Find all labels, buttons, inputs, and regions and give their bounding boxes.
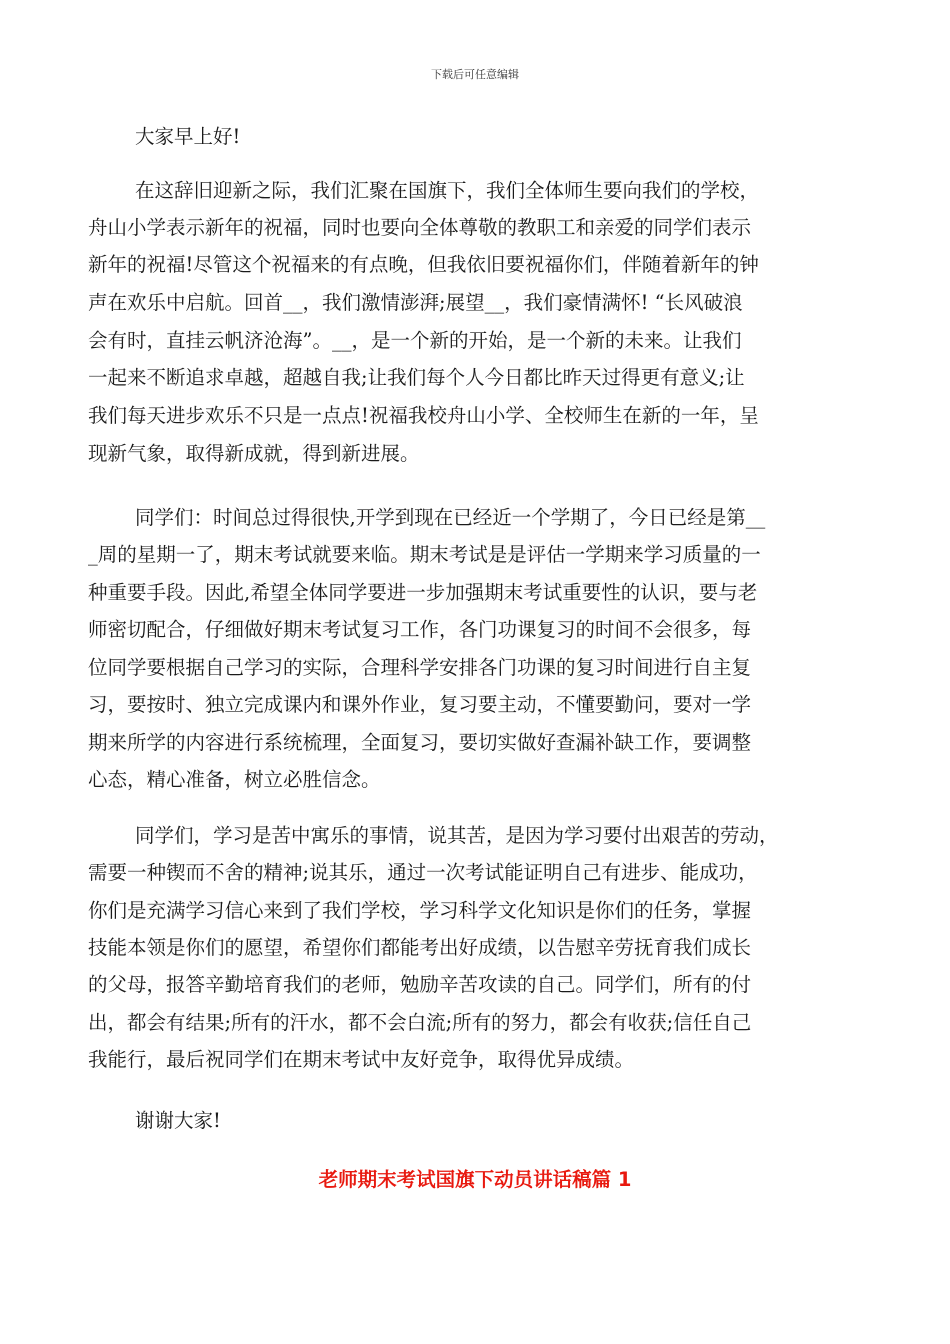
paragraph-line: 你们是充满学习信心来到了我们学校，学习科学文化知识是你们的任务，掌握 — [88, 899, 752, 922]
paragraph-line: 同学们，学习是苦中寓乐的事情，说其苦，是因为学习要付出艰苦的劳动， — [135, 824, 779, 847]
paragraph-line: 技能本领是你们的愿望，希望你们都能考出好成绩，以告慰辛劳抚育我们成长 — [88, 936, 752, 959]
paragraph-line: 声在欢乐中启航。回首__，我们激情澎湃;展望__，我们豪情满怀! “长风破浪 — [88, 291, 743, 314]
paragraph-line: 会有时，直挂云帆济沧海”。__，是一个新的开始，是一个新的未来。让我们 — [88, 329, 742, 352]
paragraph-line: 我能行，最后祝同学们在期末考试中友好竞争，取得优异成绩。 — [88, 1048, 635, 1071]
page-header: 下载后可任意编辑 — [431, 68, 519, 81]
paragraph-line: 师密切配合，仔细做好期末考试复习工作，各门功课复习的时间不会很多，每 — [88, 618, 752, 641]
paragraph-line: 期来所学的内容进行系统梳理，全面复习，要切实做好查漏补缺工作，要调整 — [88, 731, 752, 754]
paragraph-line: 位同学要根据自己学习的实际，合理科学安排各门功课的复习时间进行自主复 — [88, 656, 752, 679]
paragraph-line: 我们每天进步欢乐不只是一点点!祝福我校舟山小学、全校师生在新的一年，呈 — [88, 404, 759, 427]
paragraph-line: 舟山小学表示新年的祝福，同时也要向全体尊敬的教职工和亲爱的同学们表示 — [88, 216, 752, 239]
paragraph-line: 一起来不断追求卓越，超越自我;让我们每个人今日都比昨天过得更有意义;让 — [88, 366, 745, 389]
paragraph-line: 心态，精心准备，树立必胜信念。 — [88, 768, 381, 791]
greeting: 大家早上好! — [135, 125, 241, 148]
paragraph-line: 在这辞旧迎新之际，我们汇聚在国旗下，我们全体师生要向我们的学校， — [135, 179, 760, 202]
paragraph-line: 现新气象，取得新成就，得到新进展。 — [88, 442, 420, 465]
paragraph-line: _周的星期一了，期末考试就要来临。期末考试是是评估一学期来学习质量的一 — [88, 543, 761, 566]
paragraph-line: 种重要手段。因此,希望全体同学要进一步加强期末考试重要性的认识，要与老 — [88, 581, 758, 604]
paragraph-line: 的父母，报答辛勤培育我们的老师，勉励辛苦攻读的自己。同学们，所有的付 — [88, 973, 752, 996]
paragraph-line: 同学们：时间总过得很快,开学到现在已经近一个学期了，今日已经是第__ — [135, 506, 766, 529]
paragraph-line: 新年的祝福!尽管这个祝福来的有点晚，但我依旧要祝福你们，伴随着新年的钟 — [88, 253, 759, 276]
paragraph-line: 需要一种锲而不舍的精神;说其乐，通过一次考试能证明自己有进步、能成功， — [88, 861, 758, 884]
closing-line: 谢谢大家! — [135, 1109, 221, 1132]
paragraph-line: 出，都会有结果;所有的汗水，都不会白流;所有的努力，都会有收获;信任自己 — [88, 1011, 752, 1034]
section-title: 老师期末考试国旗下动员讲话稿篇 1 — [318, 1168, 632, 1191]
paragraph-line: 习，要按时、独立完成课内和课外作业，复习要主动，不懂要勤问，要对一学 — [88, 693, 752, 716]
